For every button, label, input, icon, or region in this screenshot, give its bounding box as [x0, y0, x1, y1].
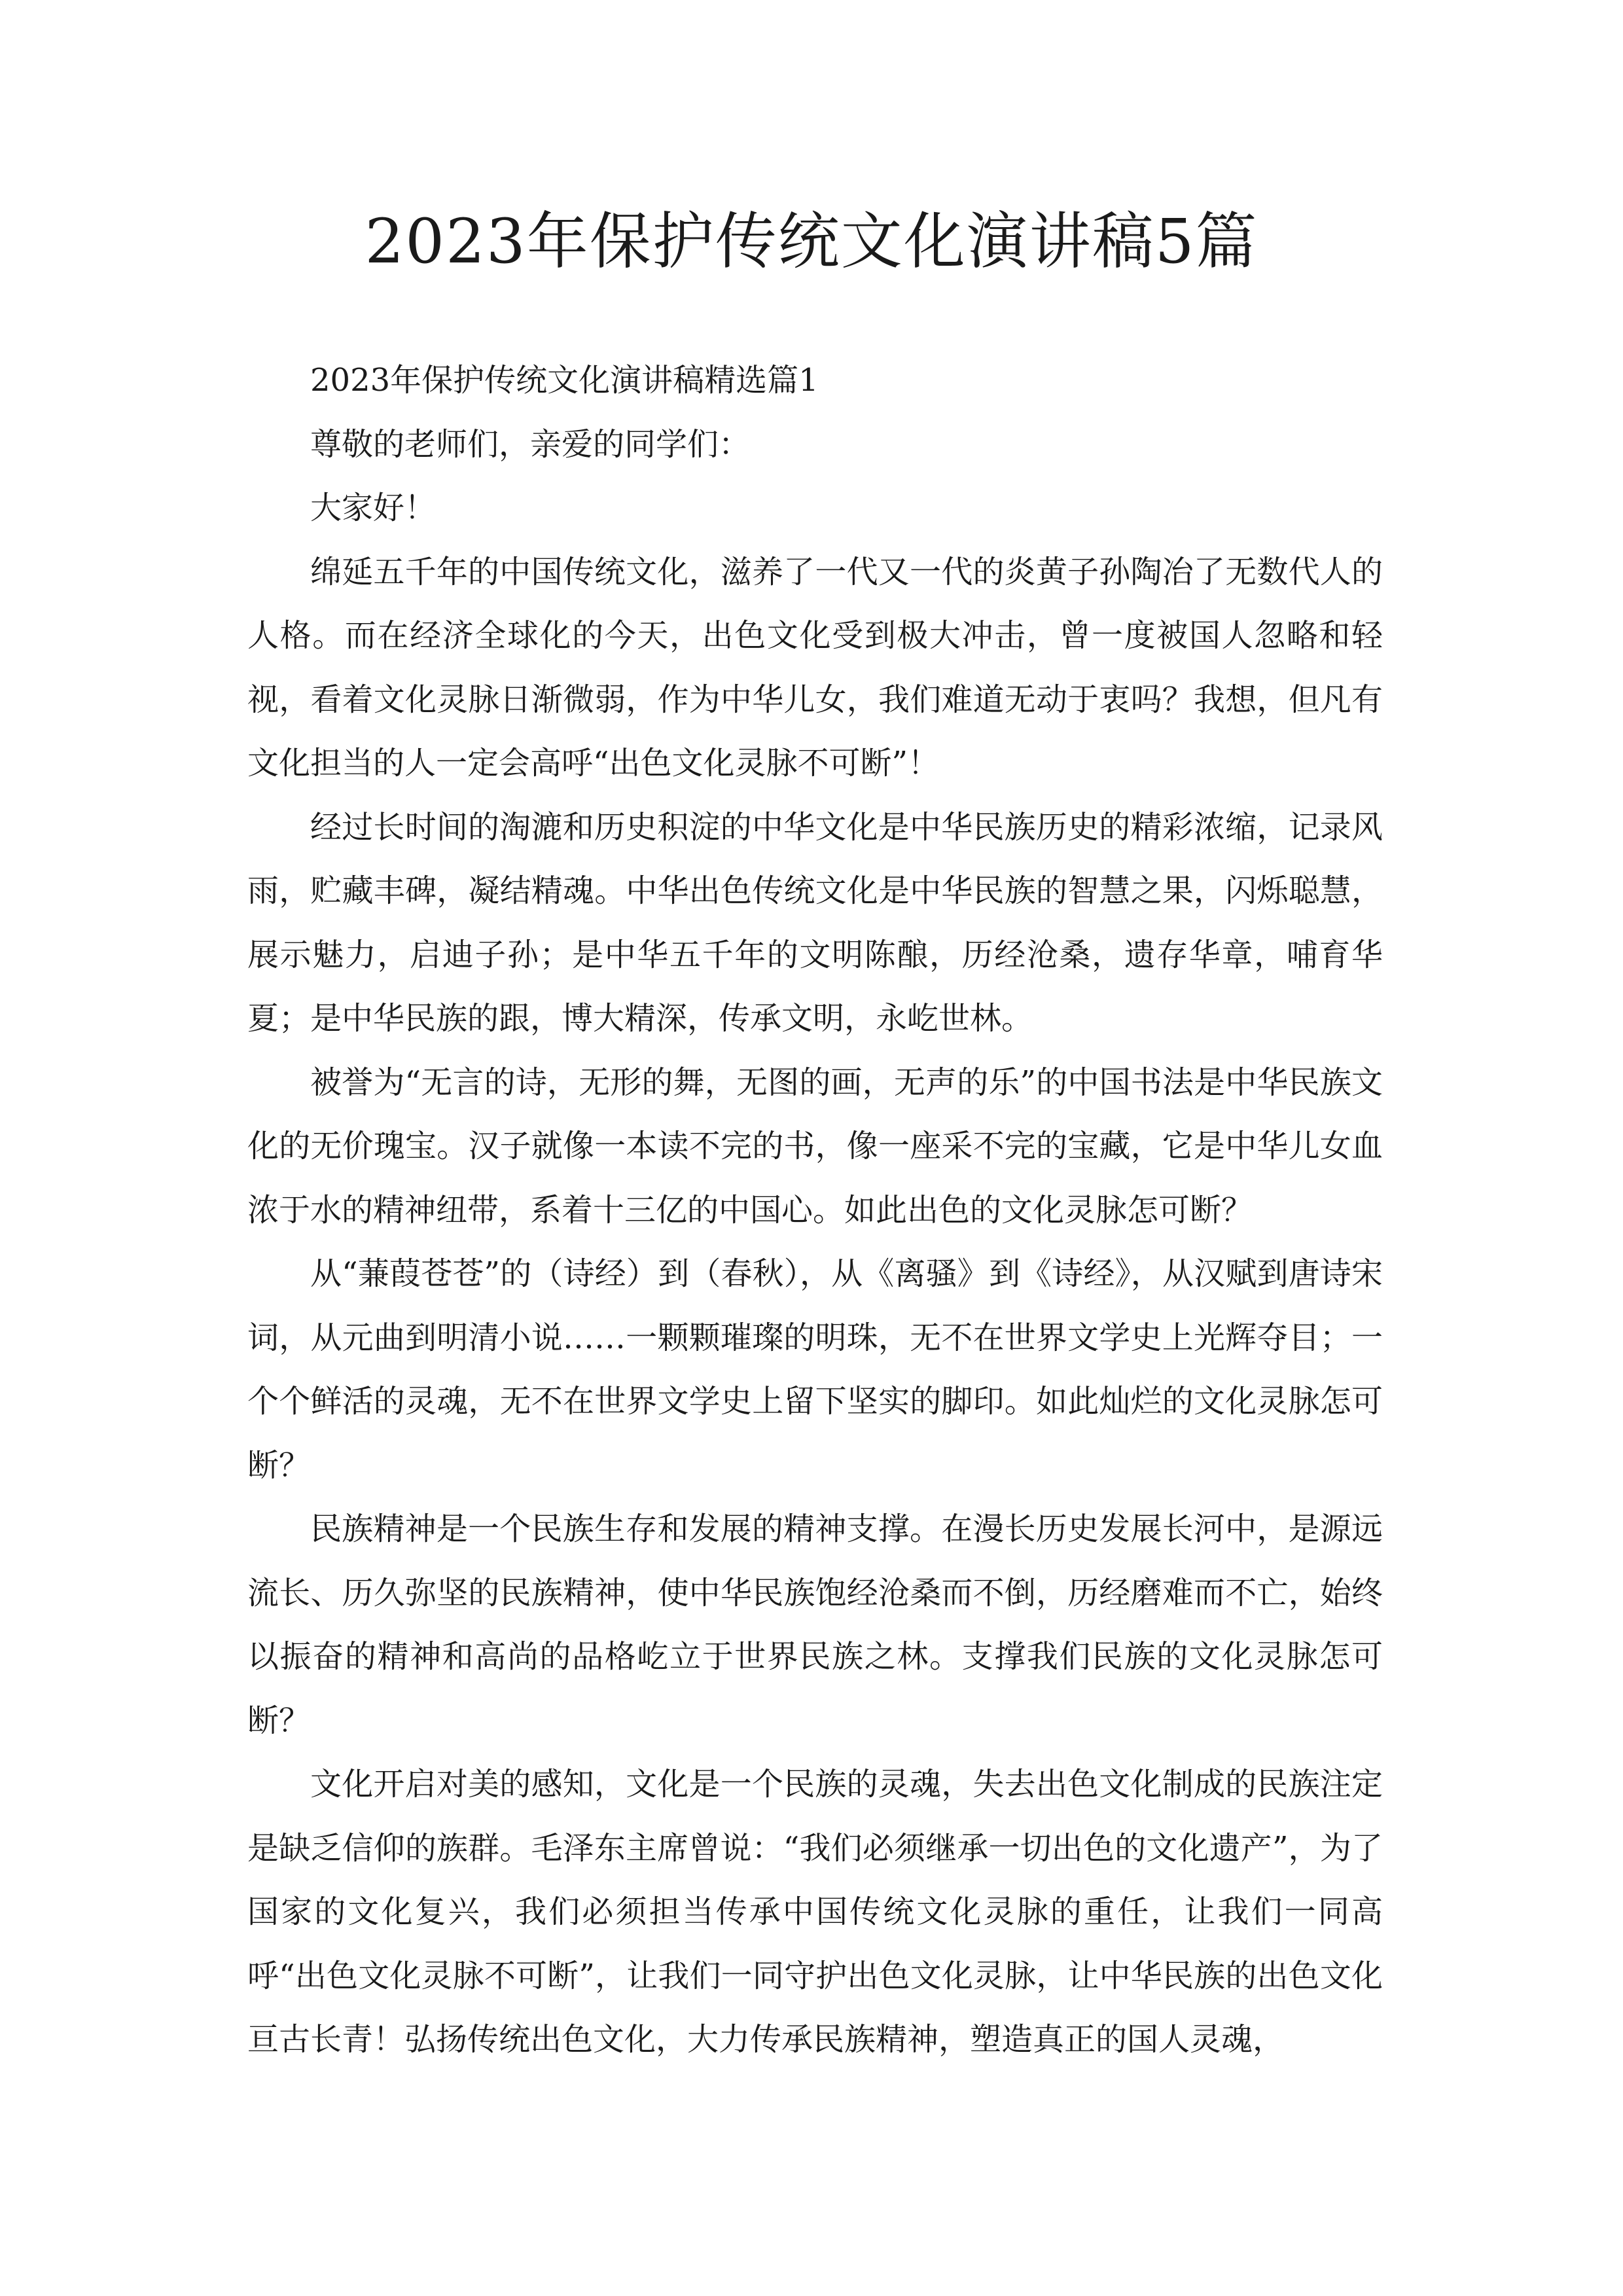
paragraph: 绵延五千年的中国传统文化，滋养了一代又一代的炎黄子孙陶冶了无数代人的人格。而在经济全球化的今天，出色文化受到极大冲击，曾一度被国人忽略和轻视，看着文化灵脉日渐微弱，作为中华儿女，我们难道无动于衷吗？我想，但凡有文化担当的人一定会高呼“出色文化灵脉不可断”！	[247, 553, 1383, 781]
document-body	[247, 349, 1383, 2072]
section-heading: 2023年保护传统文化演讲稿精选篇1	[310, 362, 819, 399]
paragraph: 经过长时间的淘漉和历史积淀的中华文化是中华民族历史的精彩浓缩，记录风雨，贮藏丰碑，凝结精魂。中华出色传统文化是中华民族的智慧之果，闪烁聪慧，展示魅力，启迪子孙；是中华五千年的文明陈酿，历经沧桑，遗存华章，哺育华夏；是中华民族的跟，博大精深，传承文明，永屹世林。	[247, 808, 1383, 1037]
paragraph: 从“蒹葭苍苍”的（诗经）到（春秋），从《离骚》到《诗经》，从汉赋到唐诗宋词，从元曲到明清小说……一颗颗璀璨的明珠，无不在世界文学史上光辉夺目；一个个鲜活的灵魂，无不在世界文学史上留下坚实的脚印。如此灿烂的文化灵脉怎可断？	[247, 1255, 1383, 1484]
paragraph: 文化开启对美的感知，文化是一个民族的灵魂，失去出色文化制成的民族注定是缺乏信仰的族群。毛泽东主席曾说：“我们必须继承一切出色的文化遗产”，为了国家的文化复兴，我们必须担当传承中国传统文化灵脉的重任，让我们一同高呼“出色文化灵脉不可断”，让我们一同守护出色文化灵脉，让中华民族的出色文化亘古长青！弘扬传统出色文化，大力传承民族精神，塑造真正的国人灵魂，	[247, 1766, 1383, 2058]
paragraph: 民族精神是一个民族生存和发展的精神支撑。在漫长历史发展长河中，是源远流长、历久弥坚的民族精神，使中华民族饱经沧桑而不倒，历经磨难而不亡，始终以振奋的精神和高尚的品格屹立于世界民族之林。支撑我们民族的文化灵脉怎可断？	[247, 1511, 1383, 1739]
paragraph: 被誉为“无言的诗，无形的舞，无图的画，无声的乐”的中国书法是中华民族文化的无价瑰宝。汉子就像一本读不完的书，像一座采不完的宝藏，它是中华儿女血浓于水的精神纽带，系着十三亿的中国心。如此出色的文化灵脉怎可断？	[247, 1064, 1383, 1229]
greeting: 大家好！	[310, 490, 437, 526]
salutation: 尊敬的老师们，亲爱的同学们：	[310, 425, 751, 463]
document-title: 2023年保护传统文化演讲稿5篇	[365, 206, 1258, 278]
